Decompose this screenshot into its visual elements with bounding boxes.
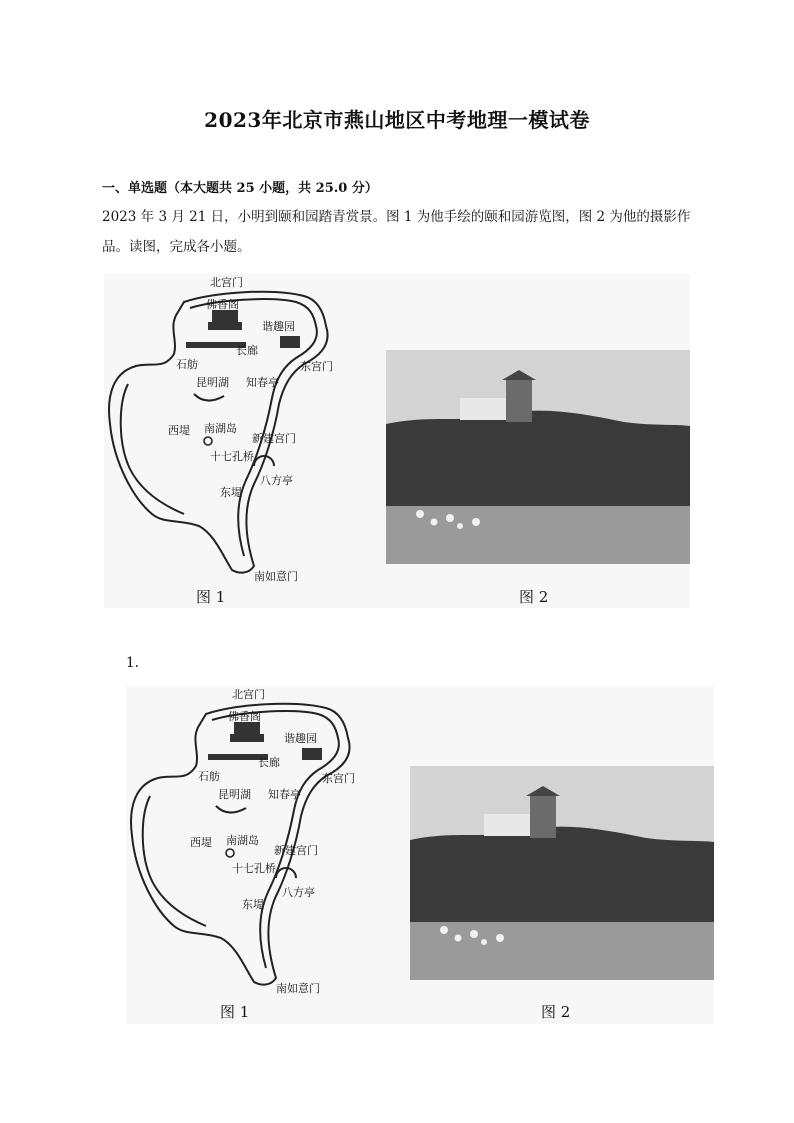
label-north-gate: 北宫门 bbox=[210, 276, 243, 289]
label-zhichunting: 知春亭 bbox=[246, 376, 279, 389]
intro-line-2: 品。读图，完成各小题。 bbox=[102, 239, 251, 255]
label-kunming: 昆明湖 bbox=[196, 376, 229, 389]
label-changlang: 长廊 bbox=[236, 344, 258, 357]
label-changlang: 长廊 bbox=[258, 756, 280, 769]
label-south-gate: 南如意门 bbox=[254, 570, 298, 583]
label-xiequyuan: 谐趣园 bbox=[262, 320, 295, 333]
intro-paragraph bbox=[102, 202, 702, 262]
label-xinjian-gate: 新建宫门 bbox=[274, 844, 318, 857]
label-shifang: 石舫 bbox=[176, 358, 198, 371]
figure-2-label: 图 2 bbox=[519, 588, 549, 606]
label-bafangting: 八方亭 bbox=[282, 886, 315, 899]
label-east-gate: 东宫门 bbox=[322, 772, 355, 785]
label-nanhudao: 南湖岛 bbox=[226, 834, 259, 847]
summer-palace-map bbox=[126, 686, 714, 1024]
label-xiequyuan: 谐趣园 bbox=[284, 732, 317, 745]
label-bridge: 十七孔桥 bbox=[210, 450, 254, 463]
label-dongdi: 东堤 bbox=[220, 486, 242, 499]
label-dongdi: 东堤 bbox=[242, 898, 264, 911]
label-shifang: 石舫 bbox=[198, 770, 220, 783]
label-nanhudao: 南湖岛 bbox=[204, 422, 237, 435]
label-zhichunting: 知春亭 bbox=[268, 788, 301, 801]
summer-palace-photo bbox=[410, 766, 714, 980]
figure-1-label: 图 1 bbox=[196, 588, 226, 606]
section-heading-text: 一、单选题（本大题共 25 小题，共 25.0 分） bbox=[102, 181, 378, 196]
figure-block-1 bbox=[104, 274, 690, 608]
figure-block-2 bbox=[126, 686, 714, 1024]
label-xinjian-gate: 新建宫门 bbox=[252, 432, 296, 445]
summer-palace-photo bbox=[386, 350, 690, 564]
intro-line-1: 2023 年 3 月 21 日，小明到颐和园踏青赏景。图 1 为他手绘的颐和园游览图，图 2 为他的摄影作 bbox=[102, 209, 691, 225]
page-title: 2023年北京市燕山地区中考地理一模试卷 bbox=[204, 108, 590, 132]
summer-palace-map bbox=[104, 274, 690, 608]
label-south-gate: 南如意门 bbox=[276, 982, 320, 995]
label-east-gate: 东宫门 bbox=[300, 360, 333, 373]
figure-2-label: 图 2 bbox=[541, 1003, 571, 1021]
label-bridge: 十七孔桥 bbox=[232, 862, 276, 875]
figure-1-label: 图 1 bbox=[220, 1003, 250, 1021]
label-foxiangge: 佛香阁 bbox=[228, 710, 261, 723]
label-xidi: 西堤 bbox=[190, 836, 212, 849]
section-heading bbox=[102, 177, 378, 196]
label-kunming: 昆明湖 bbox=[218, 788, 251, 801]
question-number: 1. bbox=[126, 655, 139, 671]
label-north-gate: 北宫门 bbox=[232, 688, 265, 701]
label-xidi: 西堤 bbox=[168, 424, 190, 437]
label-foxiangge: 佛香阁 bbox=[206, 298, 239, 311]
label-bafangting: 八方亭 bbox=[260, 474, 293, 487]
